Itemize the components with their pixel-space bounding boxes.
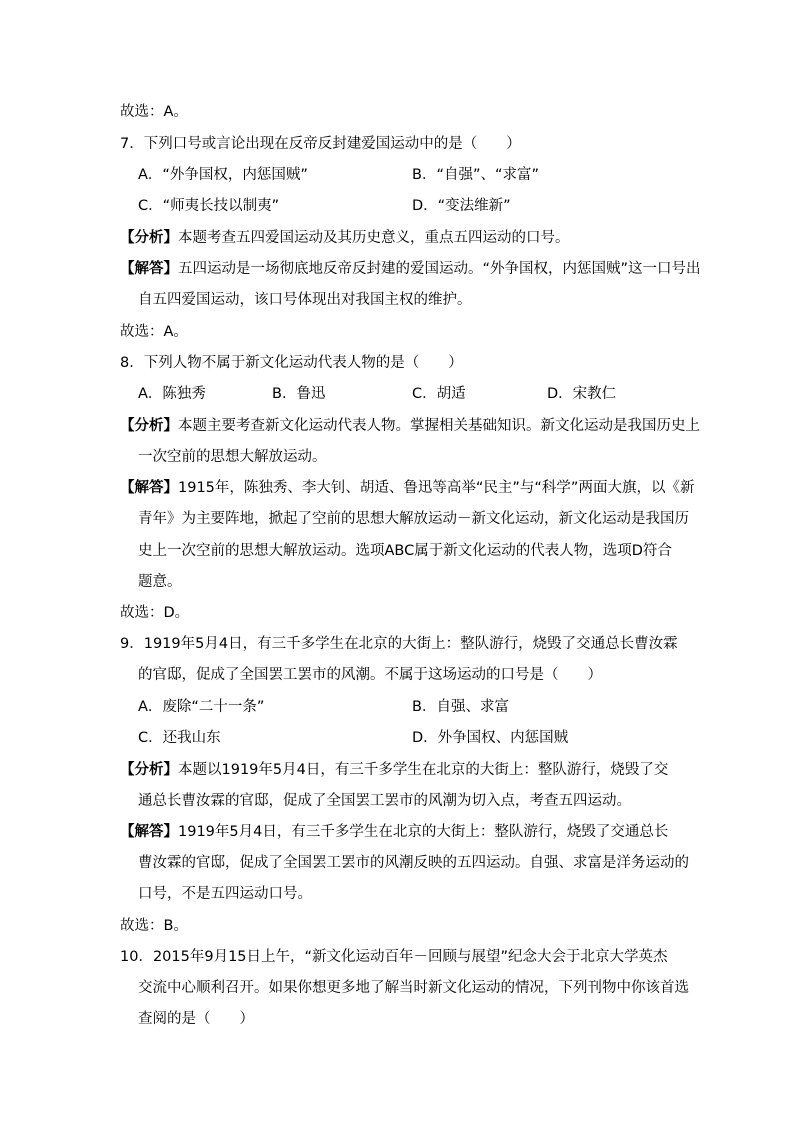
analysis-text: 本题主要考查新文化运动代表人物。掌握相关基础知识。新文化运动是我国历史上 — [178, 418, 700, 434]
q9-analysis-cont: 通总长曹汝霖的官邸，促成了全国罢工罢市的风潮为切入点，考查五四运动。 — [138, 793, 631, 809]
solution-tag: 【解答】 — [120, 824, 178, 840]
q9-option-b: B．自强、求富 — [412, 699, 509, 715]
solution-text: 五四运动是一场彻底地反帝反封建的爱国运动。“外争国权，内惩国贼”这一口号出 — [178, 261, 701, 277]
q8-option-a: A．陈独秀 — [138, 386, 206, 402]
q8-solution — [120, 478, 694, 498]
analysis-tag: 【分析】 — [120, 418, 178, 434]
q7-option-c: C．“师夷长技以制夷” — [138, 198, 280, 214]
q8-solution-cont: 题意。 — [138, 574, 182, 590]
analysis-text: 本题考查五四爱国运动及其历史意义，重点五四运动的口号。 — [178, 230, 570, 246]
answer-line: 故选：A。 — [120, 104, 188, 120]
solution-text: 1919年5月4日，有三千多学生在北京的大街上：整队游行，烧毁了交通总长 — [178, 824, 669, 840]
q9-solution-cont: 口号，不是五四运动口号。 — [138, 886, 312, 902]
q7-analysis — [120, 228, 570, 248]
q8-solution-cont: 青年》为主要阵地，掀起了空前的思想大解放运动－新文化运动，新文化运动是我国历 — [138, 511, 689, 527]
solution-tag: 【解答】 — [120, 261, 178, 277]
solution-text: 1915年，陈独秀、李大钊、胡适、鲁迅等高举“民主”与“科学”两面大旗，以《新 — [178, 480, 695, 496]
question-7: 7．下列口号或言论出现在反帝反封建爱国运动中的是（ ） — [120, 136, 521, 152]
q7-solution — [120, 259, 701, 279]
answer-line: 故选：B。 — [120, 918, 188, 934]
answer-line: 故选：D。 — [120, 605, 190, 621]
analysis-text: 本题以1919年5月4日，有三千多学生在北京的大街上：整队游行，烧毁了交 — [178, 762, 669, 778]
q8-analysis — [120, 416, 700, 436]
analysis-tag: 【分析】 — [120, 762, 178, 778]
q7-option-a: A．“外争国权，内惩国贼” — [138, 167, 308, 183]
q9-solution — [120, 822, 668, 842]
question-8: 8．下列人物不属于新文化运动代表人物的是（ ） — [120, 355, 463, 371]
q7-option-d: D．“变法维新” — [412, 198, 511, 214]
question-10-cont: 查阅的是（ ） — [138, 1011, 254, 1027]
question-9: 9．1919年5月4日，有三千多学生在北京的大街上：整队游行，烧毁了交通总长曹汝霖 — [120, 636, 678, 652]
q9-option-d: D．外争国权、内惩国贼 — [412, 730, 569, 746]
question-10: 10．2015年9月15日上午，“新文化运动百年－回顾与展望”纪念大会于北京大学英杰 — [120, 949, 668, 965]
q8-analysis-cont: 一次空前的思想大解放运动。 — [138, 449, 327, 465]
q8-option-d: D．宋教仁 — [547, 386, 617, 402]
q7-solution-cont: 自五四爱国运动，该口号体现出对我国主权的维护。 — [138, 292, 472, 308]
q8-solution-cont: 史上一次空前的思想大解放运动。选项ABC属于新文化运动的代表人物，选项D符合 — [138, 543, 672, 559]
q7-option-b: B．“自强”、“求富” — [412, 167, 539, 183]
answer-line: 故选：A。 — [120, 324, 188, 340]
q8-option-b: B．鲁迅 — [272, 386, 326, 402]
q9-option-c: C．还我山东 — [138, 730, 221, 746]
q8-option-c: C．胡适 — [412, 386, 466, 402]
question-10-cont: 交流中心顺利召开。如果你想更多地了解当时新文化运动的情况，下列刊物中你该首选 — [138, 980, 689, 996]
q9-option-a: A．废除“二十一条” — [138, 699, 265, 715]
q9-solution-cont: 曹汝霖的官邸，促成了全国罢工罢市的风潮反映的五四运动。自强、求富是洋务运动的 — [138, 855, 689, 871]
q9-analysis — [120, 760, 668, 780]
question-9-cont: 的官邸，促成了全国罢工罢市的风潮。不属于这场运动的口号是（ ） — [138, 667, 602, 683]
solution-tag: 【解答】 — [120, 480, 178, 496]
analysis-tag: 【分析】 — [120, 230, 178, 246]
